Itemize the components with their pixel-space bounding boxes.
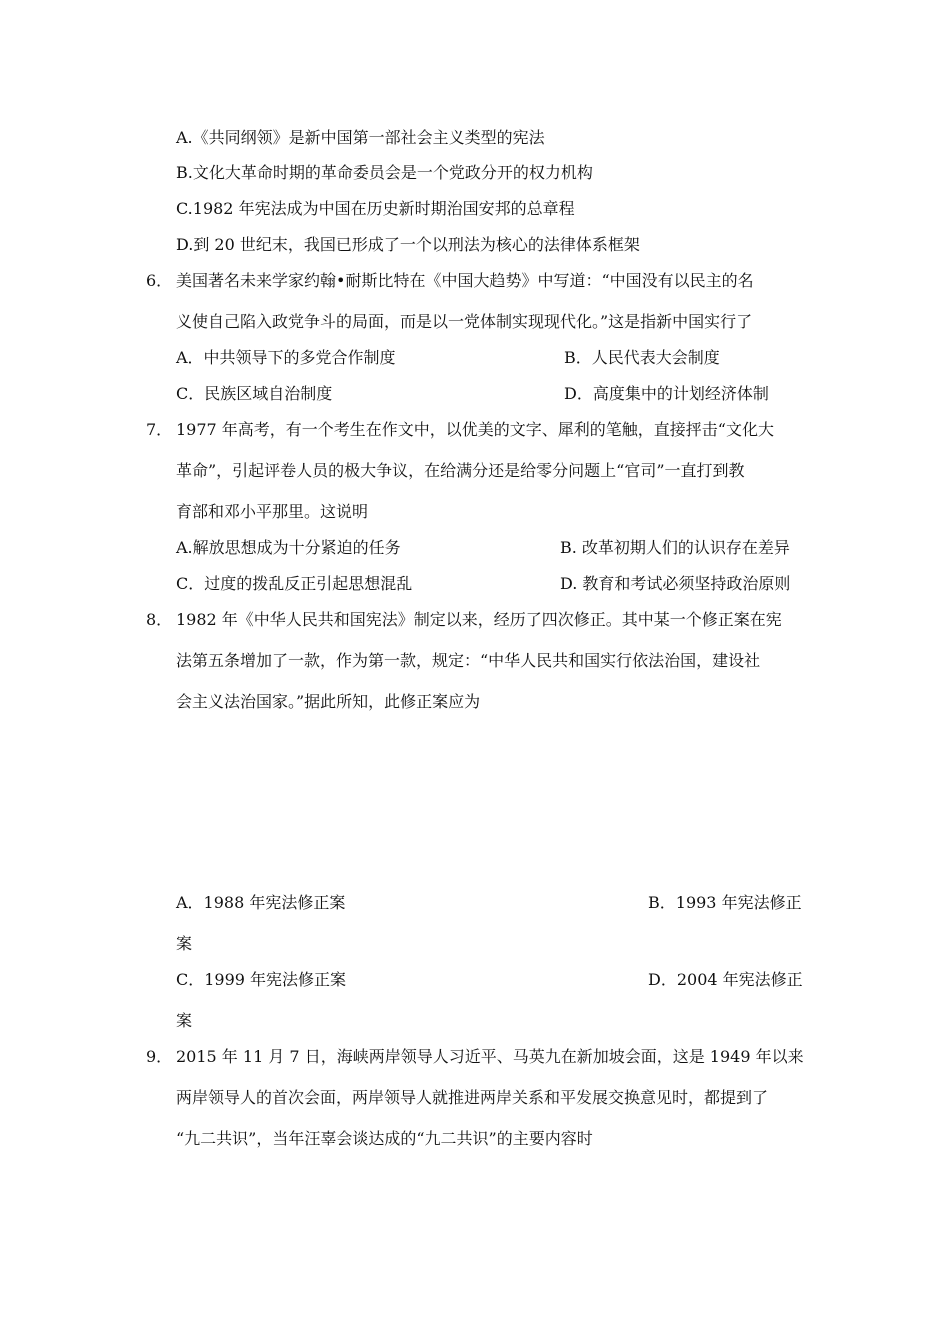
q6-stem-line: 义使自己陷入政党争斗的局面，而是以一党体制实现现代化。”这是指新中国实行了 <box>176 312 753 331</box>
q7-stem-line: 革命”，引起评卷人员的极大争议，在给满分还是给零分问题上“官司”一直打到教 <box>176 461 745 480</box>
q9-stem-line: “九二共识”，当年汪辜会谈达成的“九二共识”的主要内容时 <box>176 1129 593 1148</box>
q7-option-c: C．过度的拨乱反正引起思想混乱 <box>176 574 413 593</box>
q6-option-c: C．民族区域自治制度 <box>176 384 333 403</box>
q8-option-c: C．1999 年宪法修正案 <box>176 970 347 989</box>
q8-option-d: D．2004 年宪法修正 <box>648 970 803 989</box>
q8-stem-line: 1982 年《中华人民共和国宪法》制定以来，经历了四次修正。其中某一个修正案在宪 <box>176 610 782 629</box>
q7-number: 7． <box>146 420 173 439</box>
q7-option-b: B. 改革初期人们的认识存在差异 <box>560 538 790 557</box>
q6-option-d: D．高度集中的计划经济体制 <box>564 384 769 403</box>
q5-option-b: B.文化大革命时期的革命委员会是一个党政分开的权力机构 <box>176 163 593 182</box>
q5-option-c: C.1982 年宪法成为中国在历史新时期治国安邦的总章程 <box>176 199 575 218</box>
q9-stem-line: 两岸领导人的首次会面，两岸领导人就推进两岸关系和平发展交换意见时，都提到了 <box>176 1088 769 1107</box>
q8-option-b-wrap: 案 <box>176 934 193 953</box>
q9-stem-line: 2015 年 11 月 7 日，海峡两岸领导人习近平、马英九在新加坡会面，这是 1949 年以来 <box>176 1047 804 1066</box>
q8-option-d-wrap: 案 <box>176 1011 193 1030</box>
q6-stem-line: 美国著名未来学家约翰•耐斯比特在《中国大趋势》中写道：“中国没有以民主的名 <box>176 271 754 290</box>
q5-option-a: A.《共同纲领》是新中国第一部社会主义类型的宪法 <box>176 128 545 147</box>
q6-option-a: A．中共领导下的多党合作制度 <box>176 348 396 367</box>
q9-number: 9． <box>146 1047 173 1066</box>
q8-stem-line: 法第五条增加了一款，作为第一款，规定：“中华人民共和国实行依法治国，建设社 <box>176 651 761 670</box>
q7-stem-line: 1977 年高考，有一个考生在作文中，以优美的文字、犀利的笔触，直接抨击“文化大 <box>176 420 774 439</box>
q7-stem-line: 育部和邓小平那里。这说明 <box>176 502 369 521</box>
q8-number: 8． <box>146 610 173 629</box>
q8-option-b: B．1993 年宪法修正 <box>648 893 802 912</box>
q5-option-d: D.到 20 世纪末，我国已形成了一个以刑法为核心的法律体系框架 <box>176 235 640 254</box>
q8-stem-line: 会主义法治国家。”据此所知，此修正案应为 <box>176 692 481 711</box>
q7-option-a: A.解放思想成为十分紧迫的任务 <box>176 538 401 557</box>
q6-option-b: B．人民代表大会制度 <box>564 348 720 367</box>
q8-option-a: A．1988 年宪法修正案 <box>176 893 346 912</box>
q6-number: 6． <box>146 271 173 290</box>
q7-option-d: D. 教育和考试必须坚持政治原则 <box>560 574 791 593</box>
